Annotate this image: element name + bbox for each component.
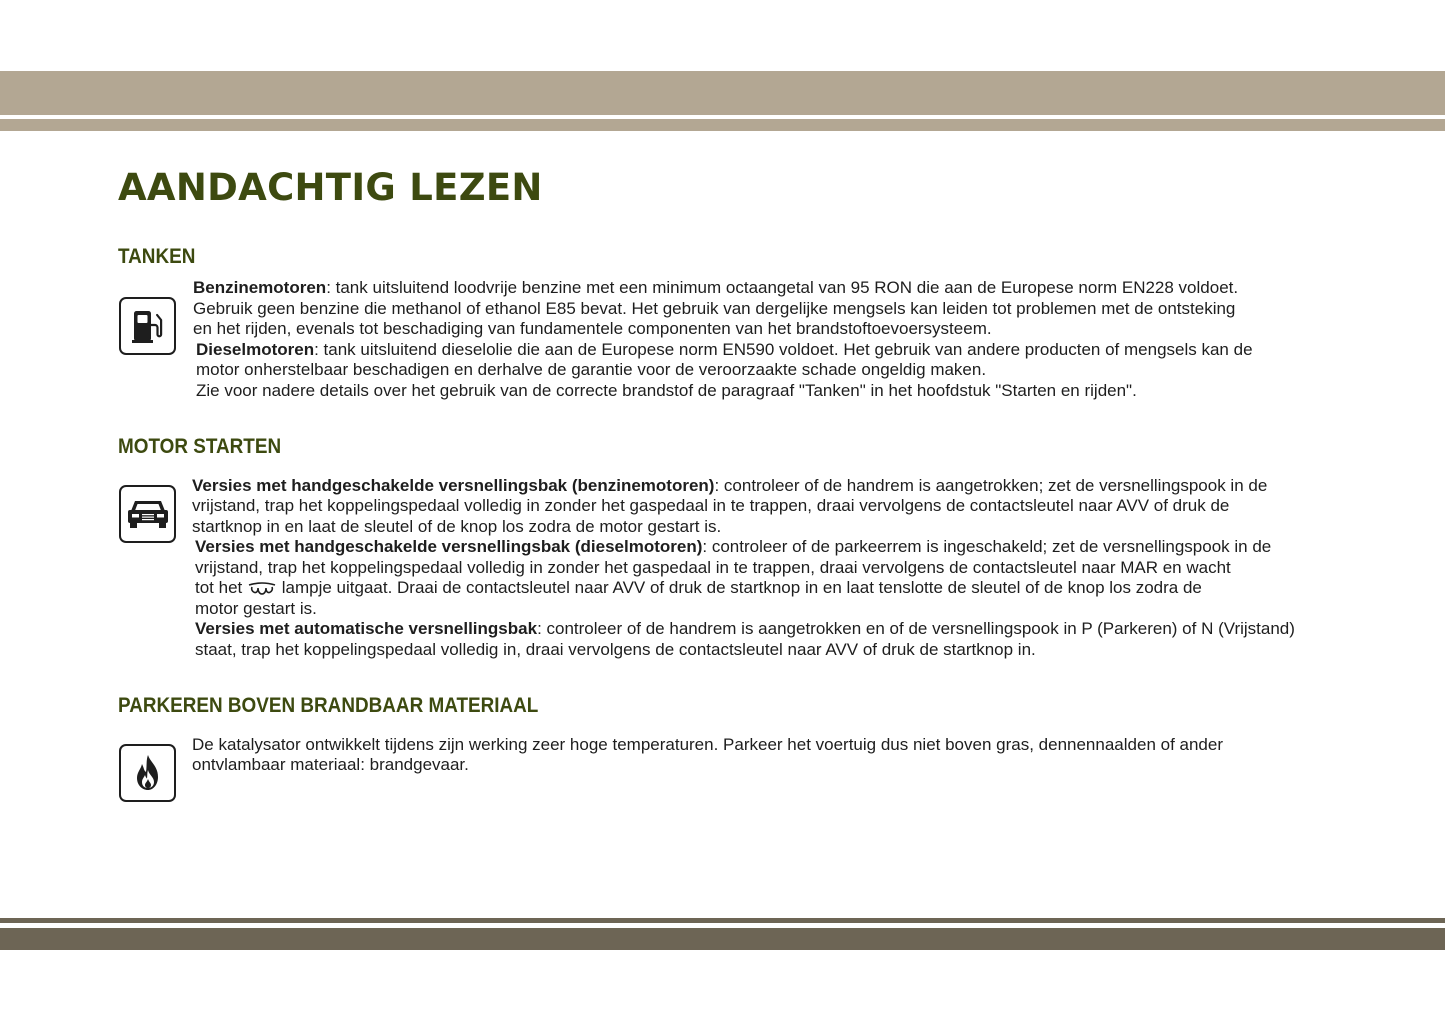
motor-p2-line-3: tot het lampje uitgaat. Draai de contactsleutel naar AVV of druk de startknop in en laat tenslotte de sleutel of de knop los zodra de	[195, 578, 1202, 597]
section-title-motor-starten: MOTOR STARTEN	[118, 435, 282, 458]
motor-p2-line-2: vrijstand, trap het koppelingspedaal volledig in zonder het gaspedaal in te trappen, draai vervolgens de contactsleutel naar MAR en wacht	[195, 557, 1231, 577]
flame-icon	[131, 753, 165, 793]
tanken-diesel-line-1: Dieselmotoren: tank uitsluitend dieselolie die aan de Europese norm EN590 voldoet. Het gebruik van andere producten of mengsels kan de	[196, 339, 1253, 359]
section-title-parkeren: PARKEREN BOVEN BRANDBAAR MATERIAAL	[118, 694, 539, 717]
motor-p1-line-1: Versies met handgeschakelde versnellingsbak (benzinemotoren): controleer of de handrem is aangetrokken; zet de versnellingspook in de	[192, 475, 1268, 495]
flame-icon-box	[119, 744, 176, 802]
tanken-diesel-line-2: motor onherstelbaar beschadigen en derhalve de garantie voor de veroorzaakte schade ongeldig maken.	[196, 360, 987, 379]
footer-band	[0, 928, 1445, 950]
glow-plug-icon	[247, 582, 277, 596]
motor-p1-line-3: startknop in en laat de sleutel of de knop los zodra de motor gestart is.	[192, 516, 722, 536]
footer-band-stripe	[0, 918, 1445, 923]
header-band-stripe	[0, 119, 1445, 131]
tanken-benzine-line-3: en het rijden, evenals tot beschadiging van fundamentele componenten van het brandstoftoevoersysteem.	[193, 319, 992, 338]
fuel-pump-icon	[131, 308, 165, 344]
header-band	[0, 71, 1445, 115]
parkeren-line-2: ontvlambaar materiaal: brandgevaar.	[192, 755, 469, 774]
parkeren-line-1: De katalysator ontwikkelt tijdens zijn werking zeer hoge temperaturen. Parkeer het voertuig dus niet boven gras, dennennaalden of ander	[192, 734, 1223, 754]
tanken-benzine-line-2: Gebruik geen benzine die methanol of ethanol E85 bevat. Het gebruik van dergelijke mengsels kan leiden tot problemen met de ontsteking	[193, 298, 1236, 318]
car-front-icon	[126, 497, 170, 531]
section-title-tanken: TANKEN	[118, 245, 196, 268]
car-front-icon-box	[119, 485, 176, 543]
page-title: AANDACHTIG LEZEN	[118, 166, 543, 209]
tanken-note-line: Zie voor nadere details over het gebruik van de correcte brandstof de paragraaf "Tanken" in het hoofdstuk "Starten en rijden".	[196, 380, 1137, 400]
motor-p2-line-4: motor gestart is.	[195, 598, 317, 618]
motor-p3-line-2: staat, trap het koppelingspedaal volledig in, draai vervolgens de contactsleutel naar AVV of druk de startknop in.	[195, 639, 1036, 659]
motor-p1-line-2: vrijstand, trap het koppelingspedaal volledig in zonder het gaspedaal in te trappen, draai vervolgens de contactsleutel naar AVV of druk de	[192, 496, 1230, 515]
motor-p3-line-1: Versies met automatische versnellingsbak: controleer of de handrem is aangetrokken en of de versnellingspook in P (Parkeren) of N (Vrijstand)	[195, 619, 1295, 638]
motor-p2-line-1: Versies met handgeschakelde versnellingsbak (dieselmotoren): controleer of de parkeerrem is ingeschakeld; zet de versnellingspook in de	[195, 537, 1272, 556]
tanken-benzine-line-1: Benzinemotoren: tank uitsluitend loodvrije benzine met een minimum octaangetal van 95 RON die aan de Europese norm EN228 voldoet.	[193, 278, 1239, 297]
fuel-pump-icon-box	[119, 297, 176, 355]
